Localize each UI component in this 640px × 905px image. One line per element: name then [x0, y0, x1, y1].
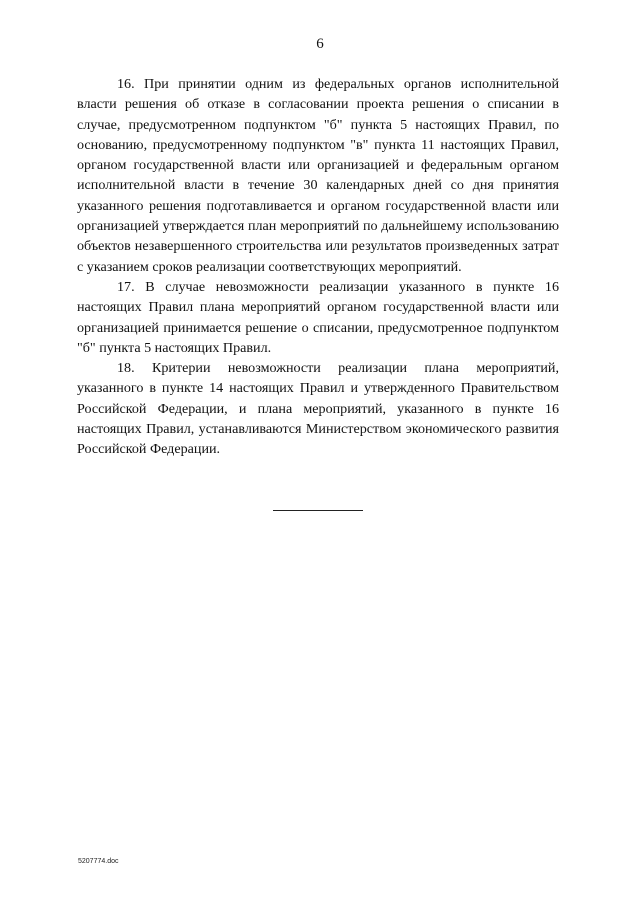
document-body	[77, 74, 559, 460]
paragraph-17: 17. В случае невозможности реализации указанного в пункте 16 настоящих Правил плана мероприятий органом государственной власти или организацией принимается решение о списании, предусмотренное подпунктом "б" пункта 5 настоящих Правил.	[77, 278, 559, 356]
end-separator-line	[273, 510, 363, 511]
paragraph-18: 18. Критерии невозможности реализации плана мероприятий, указанного в пункте 14 настоящих Правил и утвержденного Правительством Российской Федерации, и плана мероприятий, указанного в пункте 16 настоящих Правил, устанавливаются Министерством экономического развития Российской Федерации.	[77, 360, 559, 458]
document-file-id: 5207774.doc	[78, 858, 119, 865]
paragraph-16: 16. При принятии одним из федеральных органов исполнительной власти решения об отказе в согласовании проекта решения о списании в случае, предусмотренном подпунктом "б" пункта 5 настоящих Правил, по основанию, предусмотренному подпунктом "в" пункта 11 настоящих Правил, органом государственной власти или организацией и федеральным органом исполнительной власти в течение 30 календарных дней со дня принятия указанного решения подготавливается и органом государственной власти или организацией утверждается план мероприятий по дальнейшему использованию объектов незавершенного строительства или результатов произведенных затрат с указанием сроков реализации соответствующих мероприятий.	[77, 76, 559, 275]
page-number: 6	[316, 36, 324, 52]
